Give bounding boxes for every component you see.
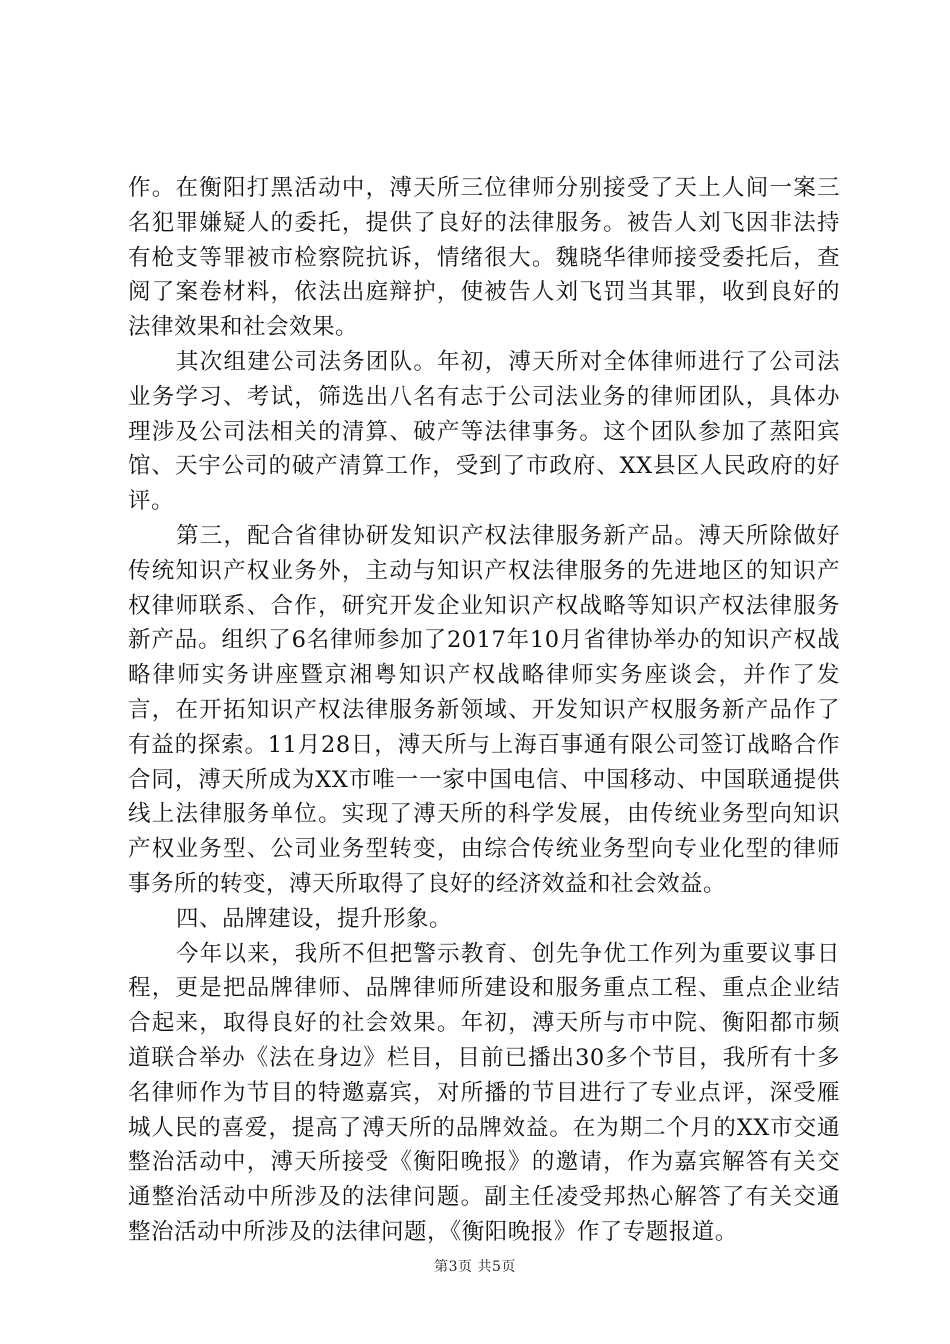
paragraph-legal-team: 其次组建公司法务团队。年初，溥天所对全体律师进行了公司法业务学习、考试，筛选出八名有志于公司法业务的律师团队，具体办理涉及公司法相关的清算、破产等法律事务。这个团队参加了蒸阳宾馆、天宇公司的破产清算工作，受到了市政府、XX县区人民政府的好评。 (128, 348, 840, 515)
paragraph-brand-building: 今年以来，我所不但把警示教育、创先争优工作列为重要议事日程，更是把品牌律师、品牌律师所建设和服务重点工程、重点企业结合起来，取得良好的社会效果。年初，溥天所与市中院、衡阳都市频道联合举办《法在身边》栏目，目前已播出30多个节目，我所有十多名律师作为节目的特邀嘉宾，对所播的节目进行了专业点评，深受雁城人民的喜爱，提高了溥天所的品牌效益。在为期二个月的XX市交通整治活动中，溥天所接受《衡阳晚报》的邀请，作为嘉宾解答有关交通整治活动中所涉及的法律问题。副主任凌受邦热心解答了有关交通整治活动中所涉及的法律问题，《衡阳晚报》作了专题报道。 (128, 940, 840, 1245)
paragraph-ip-services: 第三，配合省律协研发知识产权法律服务新产品。溥天所除做好传统知识产权业务外，主动与知识产权法律服务的先进地区的知识产权律师联系、合作，研究开发企业知识产权战略等知识产权法律服务新产品。组织了6名律师参加了2017年10月省律协举办的知识产权战略律师实务讲座暨京湘粤知识产权战略律师实务座谈会，并作了发言，在开拓知识产权法律服务新领域、开发知识产权服务新产品作了有益的探索。11月28日，溥天所与上海百事通有限公司签订战略合作合同，溥天所成为XX市唯一一家中国电信、中国移动、中国联通提供线上法律服务单位。实现了溥天所的科学发展，由传统业务型向知识产权业务型、公司业务型转变，由综合传统业务型向专业化型的律师事务所的转变，溥天所取得了良好的经济效益和社会效益。 (128, 522, 840, 897)
paragraph-continuation: 作。在衡阳打黑活动中，溥天所三位律师分别接受了天上人间一案三名犯罪嫌疑人的委托，提供了良好的法律服务。被告人刘飞因非法持有枪支等罪被市检察院抗诉，情绪很大。魏晓华律师接受委托后，查阅了案卷材料，依法出庭辩护，使被告人刘飞罚当其罪，收到良好的法律效果和社会效果。 (128, 175, 840, 341)
section-heading-brand: 四、品牌建设，提升形象。 (176, 905, 453, 932)
page-number-footer: 第3页 共5页 (434, 1259, 516, 1275)
document-body (128, 171, 840, 1250)
